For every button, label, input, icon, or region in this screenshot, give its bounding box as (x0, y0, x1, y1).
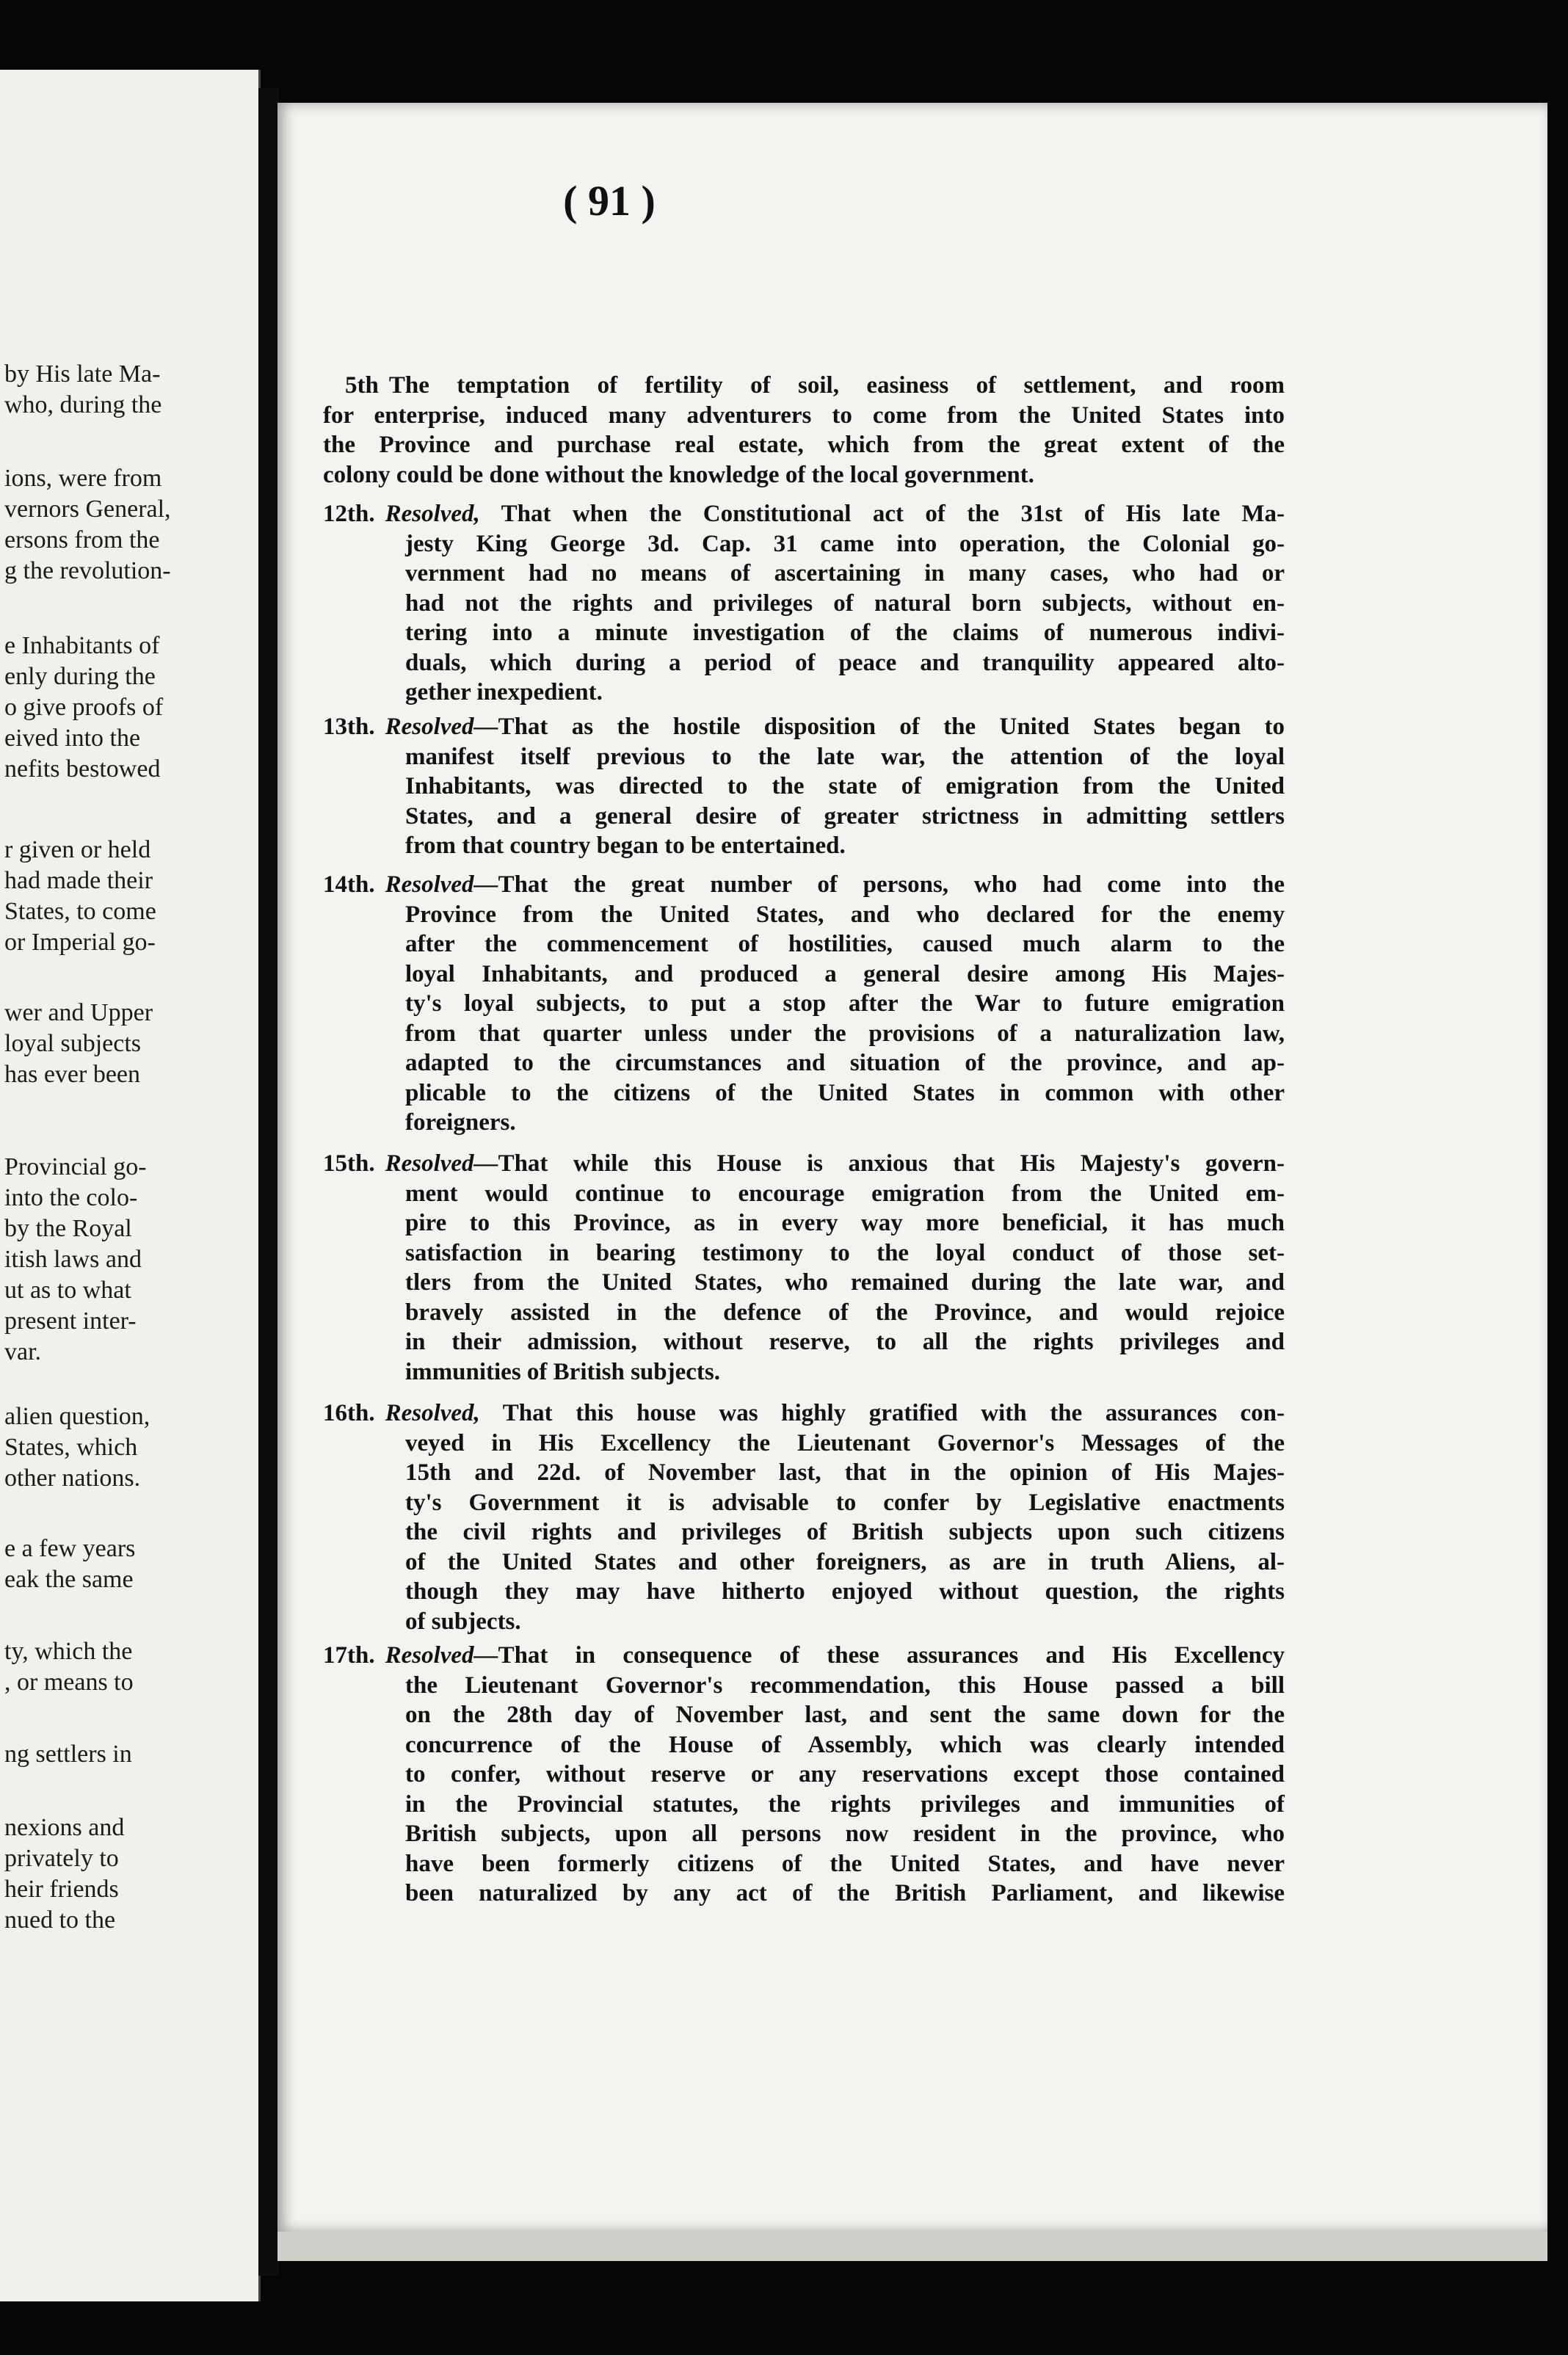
paragraph-line: from that country began to be entertained. (405, 832, 846, 859)
paragraph-line: 15th and 22d. of November last, that in the opinion of His Majes- (405, 1459, 1285, 1486)
paragraph-14th (323, 870, 1285, 1138)
resolved-label: Resolved, (385, 501, 480, 527)
paragraph-line: bravely assisted in the defence of the Province, and would rejoice (405, 1299, 1285, 1326)
resolved-label: Resolved— (385, 714, 498, 740)
left-line: eak the same (4, 1566, 134, 1593)
left-line: r given or held (4, 836, 151, 863)
paragraph-line: 12th. Resolved, That when the Constitutional act of the 31st of His late Ma- (323, 501, 1285, 527)
paragraph-line: in the Provincial statutes, the rights privileges and immunities of (405, 1790, 1285, 1818)
paragraph-line: 16th. Resolved, That this house was highly gratified with the assurances con- (323, 1400, 1285, 1426)
paragraph-line: to confer, without reserve or any reservations except those contained (405, 1761, 1285, 1788)
paragraph-number: 5th (345, 372, 379, 399)
left-line: ty, which the (4, 1638, 133, 1665)
paragraph-line: colony could be done without the knowledge of the local government. (323, 461, 1034, 488)
paragraph-number: 14th. (323, 871, 375, 898)
paragraph-line: veyed in His Excellency the Lieutenant Governor's Messages of the (405, 1429, 1285, 1456)
paragraph-line: the civil rights and privileges of British subjects upon such citizens (405, 1519, 1285, 1545)
paragraph-number: 12th. (323, 501, 375, 527)
left-line: privately to (4, 1845, 119, 1872)
left-line: heir friends (4, 1876, 119, 1903)
paragraph-line: 13th. Resolved—That as the hostile disposition of the United States began to (323, 714, 1285, 740)
paragraph-line: ty's loyal subjects, to put a stop after the War to future emigration (405, 990, 1285, 1017)
paragraph-number: 17th. (323, 1642, 375, 1669)
paragraph-line: 17th. Resolved—That in consequence of these assurances and His Excellency (323, 1642, 1285, 1669)
paragraph-line: Inhabitants, was directed to the state of emigration from the United (405, 773, 1285, 799)
left-line: ersons from the (4, 526, 160, 554)
paragraph-15th (323, 1149, 1285, 1387)
page-bottom-edge (277, 2232, 1547, 2261)
paragraph-line: though they may have hitherto enjoyed without question, the rights (405, 1578, 1285, 1605)
paragraph-line: for enterprise, induced many adventurers to come from the United States into (323, 402, 1285, 429)
left-line: present inter- (4, 1307, 137, 1335)
book-gutter (258, 88, 279, 2276)
paragraph-17th (323, 1641, 1285, 1909)
left-line: States, to come (4, 898, 156, 925)
paragraph-line: plicable to the citizens of the United States in common with other (405, 1079, 1285, 1106)
paragraph-line: had not the rights and privileges of natural born subjects, without en- (405, 589, 1285, 617)
left-line: by the Royal (4, 1215, 132, 1242)
resolved-label: Resolved— (385, 1642, 498, 1669)
left-line: has ever been (4, 1061, 141, 1088)
paragraph-line: manifest itself previous to the late war, the attention of the loyal (405, 743, 1285, 770)
paragraph-line: on the 28th day of November last, and sent the same down for the (405, 1702, 1285, 1728)
paragraph-line: 15th. Resolved—That while this House is anxious that His Majesty's govern- (323, 1150, 1285, 1177)
left-line: vernors General, (4, 496, 171, 523)
paragraph-line: concurrence of the House of Assembly, which was clearly intended (405, 1731, 1285, 1758)
left-line: ut as to what (4, 1277, 131, 1304)
left-line: nexions and (4, 1814, 125, 1841)
left-line: e a few years (4, 1535, 136, 1562)
paragraph-line: from that quarter unless under the provisions of a naturalization law, (405, 1020, 1285, 1047)
paragraph-line: gether inexpedient. (405, 679, 603, 705)
paragraph-line: immunities of British subjects. (405, 1358, 720, 1385)
paragraph-line: the Lieutenant Governor's recommendation, this House passed a bill (405, 1672, 1285, 1699)
paragraph-line: pire to this Province, as in every way more beneficial, it has much (405, 1210, 1285, 1236)
paragraph-line: the Province and purchase real estate, which from the great extent of the (323, 432, 1285, 458)
left-line: eived into the (4, 725, 141, 752)
left-line: e Inhabitants of (4, 632, 160, 659)
left-page-fragment (0, 70, 261, 2301)
left-line: g the revolution- (4, 557, 171, 584)
paragraph-line: loyal Inhabitants, and produced a general desire among His Majes- (405, 960, 1285, 987)
paragraph-line: satisfaction in bearing testimony to the loyal conduct of those set- (405, 1239, 1285, 1266)
paragraph-line: been naturalized by any act of the British Parliament, and likewise (405, 1880, 1285, 1906)
paragraph-line: British subjects, upon all persons now resident in the province, who (405, 1821, 1285, 1847)
left-line: ions, were from (4, 465, 162, 492)
left-line: or Imperial go- (4, 929, 156, 956)
paragraph-line: in their admission, without reserve, to all the rights privileges and (405, 1329, 1285, 1355)
left-line: , or means to (4, 1669, 134, 1696)
paragraph-line: of the United States and other foreigners, as are in truth Aliens, al- (405, 1548, 1285, 1575)
paragraph-line: ment would continue to encourage emigration from the United em- (405, 1180, 1285, 1207)
paragraph-12th (323, 499, 1285, 708)
paragraph-line: States, and a general desire of greater strictness in admitting settlers (405, 802, 1285, 830)
resolved-label: Resolved— (385, 871, 498, 898)
paragraph-16th (323, 1398, 1285, 1636)
paragraph-line: after the commencement of hostilities, caused much alarm to the (405, 931, 1285, 957)
left-line: enly during the (4, 663, 156, 690)
left-line: o give proofs of (4, 694, 164, 721)
paragraph-line: tering into a minute investigation of the claims of numerous indivi- (405, 620, 1285, 646)
left-line: nefits bestowed (4, 755, 161, 783)
left-line: ng settlers in (4, 1741, 132, 1768)
paragraph-line: duals, which during a period of peace and tranquility appeared alto- (405, 649, 1285, 676)
left-line: var. (4, 1338, 42, 1365)
left-line: wer and Upper (4, 999, 153, 1026)
left-line: loyal subjects (4, 1030, 142, 1057)
paragraph-line: jesty King George 3d. Cap. 31 came into operation, the Colonial go- (405, 530, 1285, 557)
paragraph-line: 5th The temptation of fertility of soil, easiness of settlement, and room (345, 372, 1285, 399)
paragraph-line: 14th. Resolved—That the great number of persons, who had come into the (323, 871, 1285, 898)
paragraph-line: foreigners. (405, 1109, 516, 1136)
paragraph-line: vernment had no means of ascertaining in many cases, who had or (405, 560, 1285, 587)
paragraph-line: Province from the United States, and who declared for the enemy (405, 901, 1285, 928)
paragraph-number: 16th. (323, 1400, 375, 1426)
left-line: had made their (4, 867, 153, 894)
left-line: States, which (4, 1434, 138, 1461)
left-line: who, during the (4, 391, 162, 418)
paragraph-line: tlers from the United States, who remained during the late war, and (405, 1269, 1285, 1296)
resolved-label: Resolved— (385, 1150, 498, 1177)
paragraph-line: have been formerly citizens of the United States, and have never (405, 1850, 1285, 1877)
paragraph-line: adapted to the circumstances and situation of the province, and ap- (405, 1050, 1285, 1076)
paragraph-number: 15th. (323, 1150, 375, 1177)
paragraph-number: 13th. (323, 714, 375, 740)
left-line: by His late Ma- (4, 360, 161, 388)
left-line: into the colo- (4, 1184, 138, 1211)
resolved-label: Resolved, (385, 1400, 480, 1426)
page-number: ( 91 ) (563, 177, 656, 225)
left-line: nued to the (4, 1906, 116, 1934)
left-line: other nations. (4, 1465, 141, 1492)
paragraph-line: of subjects. (405, 1608, 521, 1635)
left-line: alien question, (4, 1403, 150, 1430)
left-line: itish laws and (4, 1246, 142, 1273)
paragraph-line: ty's Government it is advisable to confer by Legislative enactments (405, 1489, 1285, 1516)
paragraph-13th (323, 712, 1285, 861)
left-line: Provincial go- (4, 1153, 147, 1180)
paragraph-5th (323, 371, 1285, 490)
